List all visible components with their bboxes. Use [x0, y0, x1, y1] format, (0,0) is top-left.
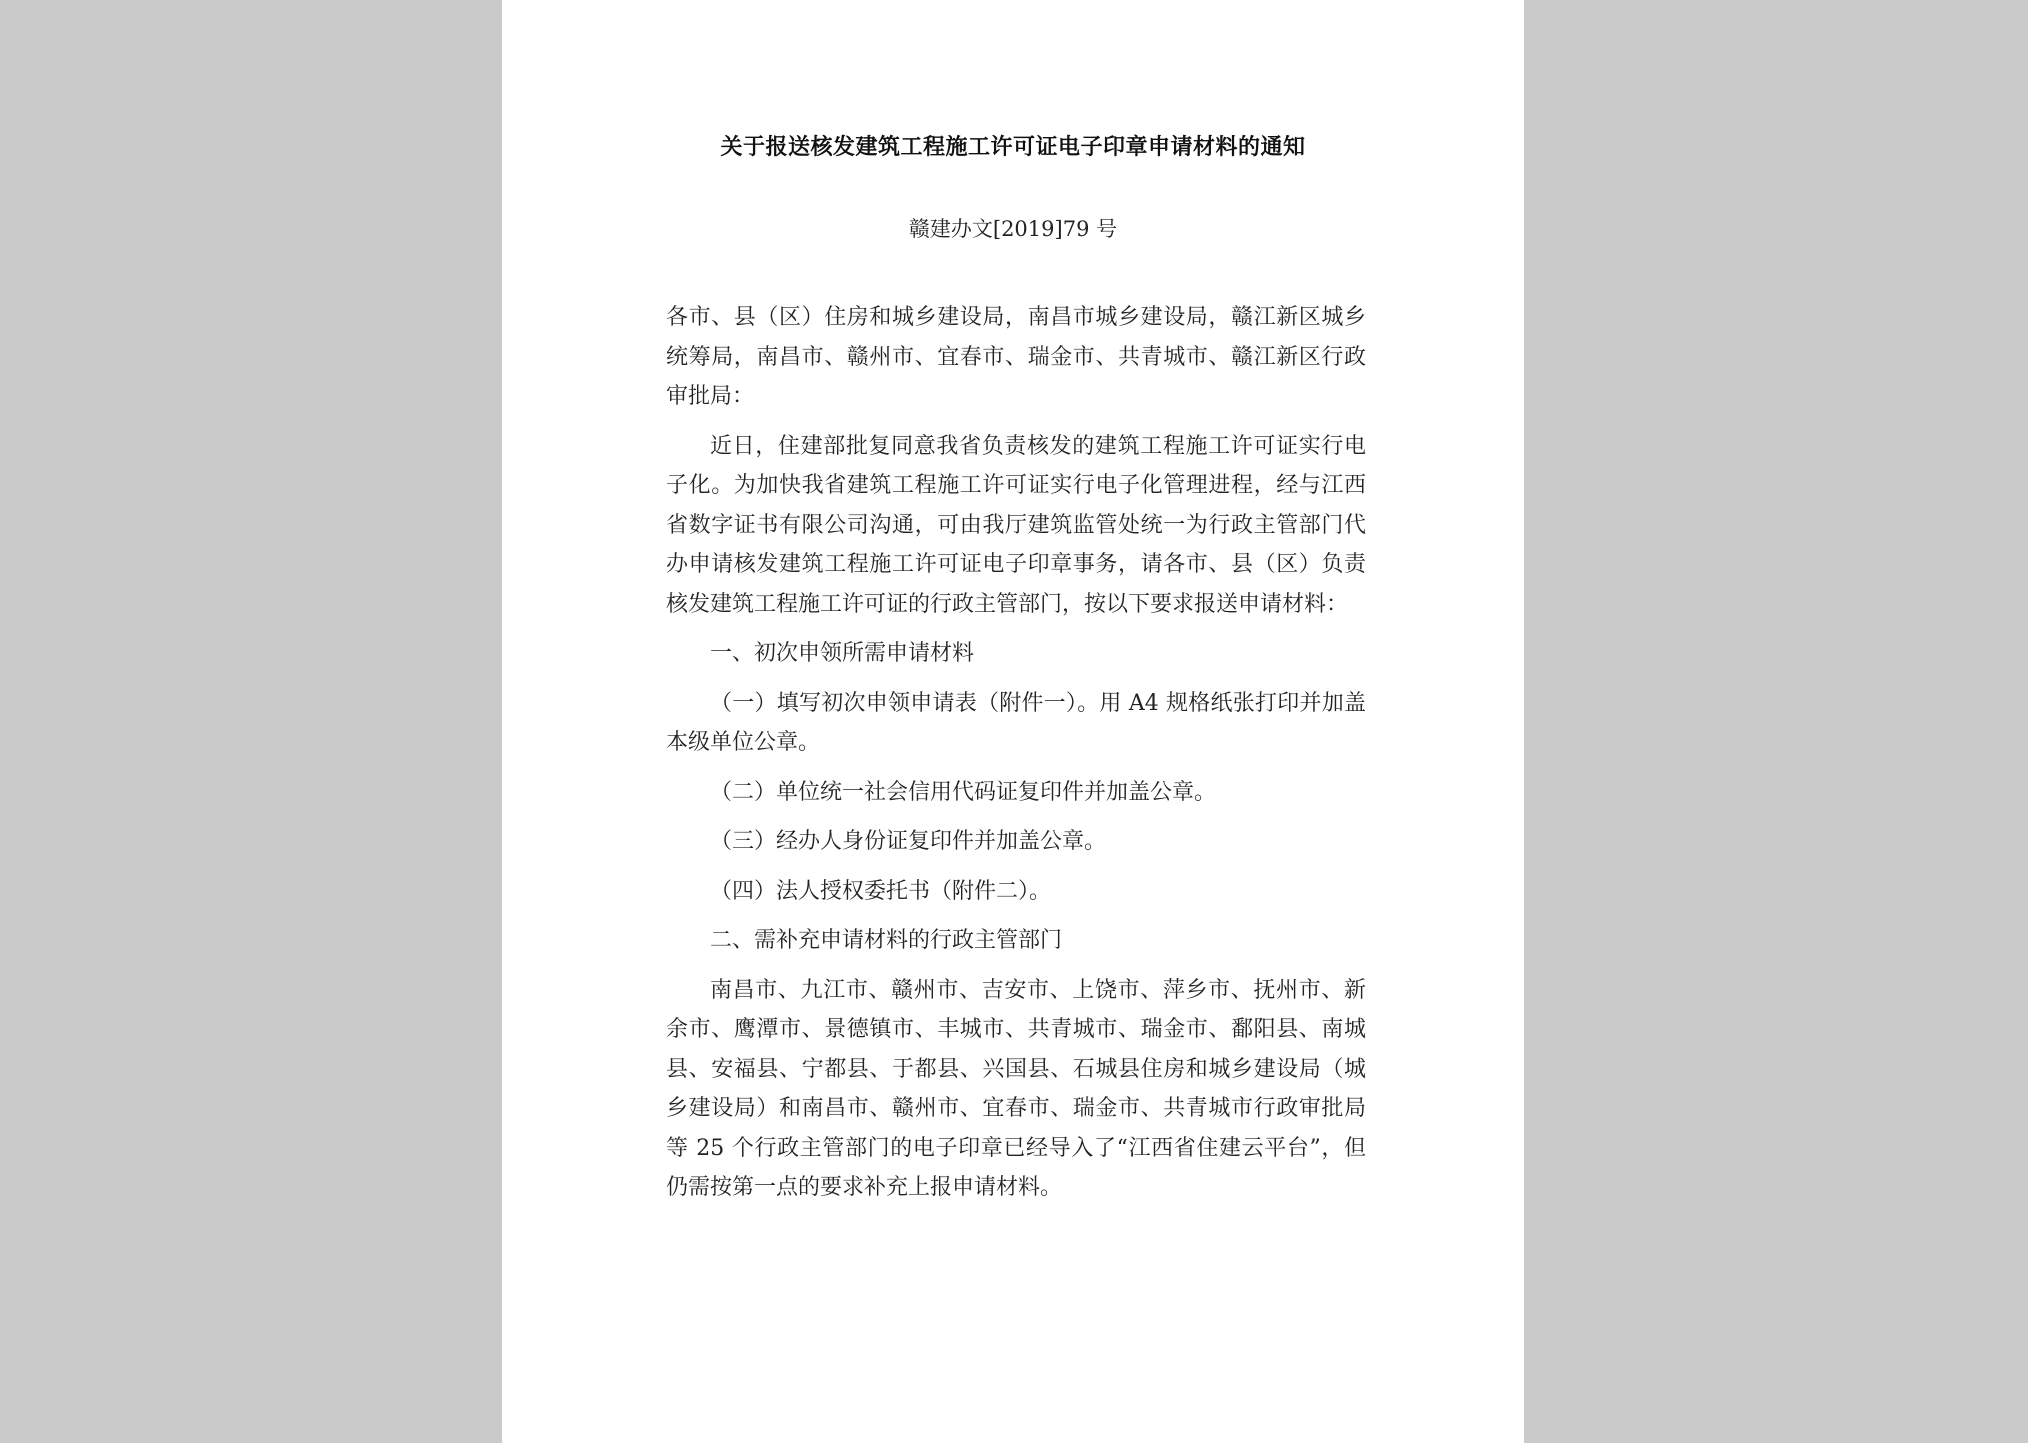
- list-item-4: （四）法人授权委托书（附件二）。: [710, 878, 1052, 904]
- body-paragraph-departments: 南昌市、九江市、赣州市、吉安市、上饶市、萍乡市、抚州市、新余市、鹰潭市、景德镇市、丰城市、共青城市、瑞金市、鄱阳县、南城县、安福县、宁都县、于都县、兴国县、石城县住房和城乡建设局（城乡建设局）和南昌市、赣州市、宜春市、瑞金市、共青城市行政审批局等 25 个行政主管部门的电子印章已经导入了“江西省住建云平台”，但仍需按第一点的要求补充上报申请材料。: [666, 977, 1366, 1200]
- viewer-background-left: [0, 0, 502, 1443]
- list-item-2: （二）单位统一社会信用代码证复印件并加盖公章。: [710, 779, 1217, 805]
- document-title: 关于报送核发建筑工程施工许可证电子印章申请材料的通知: [720, 135, 1306, 160]
- list-item-3: （三）经办人身份证复印件并加盖公章。: [710, 829, 1107, 854]
- list-item-1: （一）填写初次申领申请表（附件一）。用 A4 规格纸张打印并加盖本级单位公章。: [666, 690, 1366, 755]
- addressee-paragraph: 各市、县（区）住房和城乡建设局，南昌市城乡建设局，赣江新区城乡统筹局，南昌市、赣州市、宜春市、瑞金市、共青城市、赣江新区行政审批局：: [666, 305, 1366, 409]
- viewer-background-right: [1524, 0, 2028, 1443]
- section-heading-2: 二、需补充申请材料的行政主管部门: [710, 928, 1063, 953]
- document-page: [502, 0, 1524, 1443]
- document-body: [666, 298, 1366, 1218]
- body-paragraph-intro: 近日，住建部批复同意我省负责核发的建筑工程施工许可证实行电子化。为加快我省建筑工程施工许可证实行电子化管理进程，经与江西省数字证书有限公司沟通，可由我厅建筑监管处统一为行政主管部门代办申请核发建筑工程施工许可证电子印章事务，请各市、县（区）负责核发建筑工程施工许可证的行政主管部门，按以下要求报送申请材料：: [666, 433, 1366, 617]
- section-heading-1: 一、初次申领所需申请材料: [710, 641, 975, 666]
- document-number: 赣建办文[2019]79 号: [908, 217, 1118, 241]
